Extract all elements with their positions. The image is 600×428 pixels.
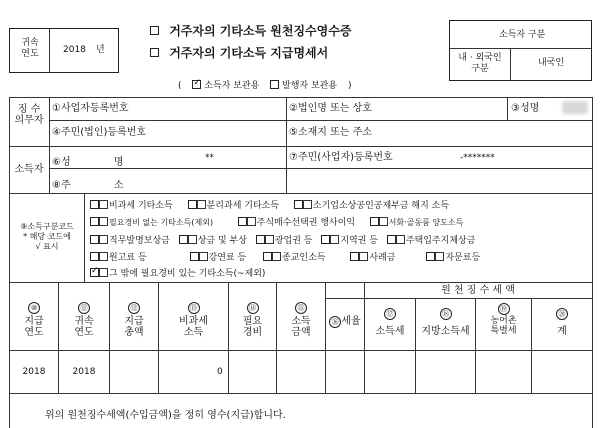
col-number-icon: ⑰ — [384, 308, 396, 320]
receipt-statement: 위의 원천징수세액(수입금액)을 정히 영수(지급)합니다. — [45, 410, 286, 421]
earner-address-num: ⑧주 — [52, 180, 71, 191]
title-payment-checkbox[interactable] — [150, 48, 159, 57]
divider — [9, 97, 10, 428]
divider — [9, 282, 592, 283]
code-box-icon — [197, 200, 206, 209]
code-box-icon — [265, 235, 274, 244]
no-expense-label: 필요경비 없는 기타소득(제외) — [109, 218, 214, 227]
col-income-tax-label: 소득세 — [375, 326, 405, 337]
earner-copy-checkbox[interactable] — [192, 80, 201, 89]
code-box-icon — [99, 217, 108, 226]
earner-address-char: 소 — [113, 180, 124, 191]
title-payment-text: 거주자의 기타소득 지급명세서 — [169, 46, 329, 60]
advisory-fee-checkbox[interactable] — [426, 252, 435, 261]
col-rural-tax-label: 농어촌 특별세 — [490, 316, 517, 336]
manuscript-fee-checkbox[interactable] — [90, 252, 99, 261]
col-income-tax-header — [365, 308, 415, 337]
income-row-2 — [90, 215, 463, 228]
code-box-icon — [99, 268, 108, 277]
col-nontax-header — [159, 302, 228, 338]
divider — [286, 97, 287, 193]
col-number-icon: ⑱ — [440, 308, 452, 320]
separate-tax-checkbox[interactable] — [188, 200, 197, 209]
col-attr-year-label: 귀속 연도 — [74, 316, 94, 338]
attribution-year-suffix: 년 — [96, 45, 105, 55]
divider — [449, 48, 592, 49]
divider — [49, 28, 50, 73]
earner-type-heading: 소득자 구분 — [499, 30, 546, 40]
title-withholding-receipt — [150, 22, 351, 39]
income-row-1 — [90, 198, 449, 211]
residency-value: 내국인 — [537, 58, 565, 68]
earner-address-label — [52, 176, 123, 191]
income-row-3 — [90, 233, 475, 246]
code-box-icon — [396, 235, 405, 244]
code-box-icon — [359, 252, 368, 261]
col-number-icon: ⑲ — [498, 303, 510, 315]
code-box-icon — [330, 235, 339, 244]
col-rural-tax-header — [476, 303, 531, 336]
code-box-icon — [272, 252, 281, 261]
divider — [9, 350, 592, 351]
copy-open-paren: ( — [178, 81, 182, 91]
corp-name-label: ②법인명 또는 상호 — [289, 103, 372, 114]
easement-label: 지역권 등 — [340, 236, 378, 246]
code-box-icon — [99, 200, 108, 209]
code-box-icon — [303, 200, 312, 209]
col-income-amount-header — [277, 302, 325, 338]
row-attr-year: 2018 — [72, 367, 96, 377]
invention-reward-label: 직무발명보상금 — [109, 236, 170, 246]
earner-name-char: 명 — [113, 157, 124, 168]
small-business-checkbox[interactable] — [294, 200, 303, 209]
title-withholding-checkbox[interactable] — [150, 26, 159, 35]
col-expense-header — [229, 302, 276, 338]
other-expense-label: 그 밖에 필요경비 있는 기타소득(~제외) — [109, 269, 266, 279]
divider — [49, 120, 592, 121]
col-number-icon: ⑯ — [329, 316, 341, 328]
no-expense-checkbox[interactable] — [90, 217, 99, 226]
address-label: ⑤소재지 또는 주소 — [289, 127, 372, 138]
prize-label: 상금 및 부상 — [197, 236, 247, 246]
resident-number-value: -******* — [460, 153, 495, 163]
income-row-5 — [90, 266, 265, 279]
income-code-side-label: ⑨소득구분코드 * 해당 코드에 √ 표시 — [20, 222, 74, 251]
divider — [592, 97, 593, 428]
payer-side-label: 징 수 의무자 — [14, 104, 44, 126]
artwork-transfer-label: 서화·골동품 양도소득 — [388, 218, 464, 227]
issuer-copy-label: 발행자 보관용 — [282, 81, 338, 91]
corp-registration-label: ④주민(법인)등록번호 — [52, 127, 147, 138]
small-business-label: 소기업소상공인공제부금 해지 소득 — [312, 201, 450, 211]
earner-name-value: ** — [205, 153, 214, 163]
title-payment-statement — [150, 44, 328, 61]
divider — [9, 393, 592, 394]
artwork-transfer-checkbox[interactable] — [370, 217, 379, 226]
code-box-icon — [188, 235, 197, 244]
copy-type-selector — [178, 78, 351, 91]
col-number-icon: ⑩ — [28, 302, 40, 314]
col-pay-year-label: 지급 연도 — [24, 316, 44, 338]
earner-name-num: ⑥성 — [52, 157, 71, 168]
code-box-icon — [99, 252, 108, 261]
col-number-icon: ⑭ — [247, 302, 259, 314]
row-pay-year: 2018 — [22, 367, 46, 377]
row-nontax: 0 — [217, 367, 223, 377]
religious-income-checkbox[interactable] — [263, 252, 272, 261]
earner-copy-label: 소득자 보관용 — [204, 81, 260, 91]
divider — [49, 97, 50, 193]
invention-reward-checkbox[interactable] — [90, 235, 99, 244]
col-total-label: 계 — [557, 326, 567, 337]
divider — [325, 298, 592, 299]
nontaxable-checkbox[interactable] — [90, 200, 99, 209]
business-number-label: ①사업자등록번호 — [52, 103, 129, 114]
code-box-icon — [247, 217, 256, 226]
redacted-payer-name — [562, 101, 588, 114]
title-withholding-text: 거주자의 기타소득 원천징수영수증 — [169, 24, 352, 38]
easement-checkbox[interactable] — [321, 235, 330, 244]
col-number-icon: ⑳ — [556, 308, 568, 320]
code-box-icon — [199, 252, 208, 261]
issuer-copy-checkbox[interactable] — [270, 80, 279, 89]
resident-number-label: ⑦주민(사업자)등록번호 — [289, 152, 393, 163]
lecture-fee-label: 강연료 등 — [208, 253, 247, 263]
col-total-pay-label: 지급 총액 — [124, 316, 144, 338]
code-box-icon — [99, 235, 108, 244]
col-total-header — [532, 308, 592, 337]
col-tax-rate-label: 세율 — [341, 316, 361, 327]
honorarium-label: 사례금 — [369, 253, 396, 263]
col-number-icon: ⑮ — [295, 302, 307, 314]
code-box-icon — [435, 252, 444, 261]
col-attr-year-header — [59, 302, 109, 338]
divider — [49, 168, 592, 169]
lecture-fee-checkbox[interactable] — [190, 252, 199, 261]
col-nontax-label: 비과세 소득 — [179, 316, 208, 338]
divider — [84, 193, 85, 282]
mining-right-checkbox[interactable] — [256, 235, 265, 244]
attribution-year-label: 귀속 연도 — [21, 38, 39, 59]
withholding-heading: 원 천 징 수 세 액 — [441, 285, 515, 296]
mining-right-label: 광업권 등 — [274, 236, 313, 246]
attribution-year-value: 2018 — [63, 45, 86, 55]
separate-tax-label: 분리과세 기타소득 — [206, 201, 280, 211]
earner-side-label: 소득자 — [14, 164, 44, 175]
other-expense-checkbox[interactable] — [90, 268, 99, 277]
divider — [325, 282, 326, 393]
col-local-tax-header — [416, 308, 475, 337]
divider — [510, 48, 511, 81]
move-in-delay-label: 주택입주지체상금 — [405, 236, 476, 246]
manuscript-fee-label: 원고료 등 — [109, 253, 147, 263]
prize-checkbox[interactable] — [179, 235, 188, 244]
honorarium-checkbox[interactable] — [350, 252, 359, 261]
income-row-4 — [90, 250, 480, 263]
divider — [507, 97, 508, 120]
col-number-icon: ⑫ — [128, 302, 140, 314]
col-pay-year-header — [10, 302, 58, 338]
payer-name-label: ③성명 — [511, 103, 540, 114]
divider — [364, 282, 365, 393]
col-total-pay-header — [110, 302, 158, 338]
religious-income-label: 종교인소득 — [282, 253, 326, 263]
col-tax-rate-header — [326, 312, 364, 328]
nontaxable-label: 비과세 기타소득 — [109, 201, 173, 211]
move-in-delay-checkbox[interactable] — [387, 235, 396, 244]
col-number-icon: ⑬ — [188, 302, 200, 314]
copy-close-paren: ) — [347, 81, 352, 91]
residency-label: 내 · 외국인 구분 — [458, 53, 502, 74]
stock-option-label: 주식매수선택권 행사이익 — [256, 218, 356, 228]
col-expense-label: 필요 경비 — [242, 316, 263, 338]
stock-option-checkbox[interactable] — [238, 217, 247, 226]
col-income-amount-label: 소득 금액 — [291, 316, 311, 338]
divider — [9, 193, 592, 194]
divider — [9, 97, 592, 98]
earner-name-label — [52, 153, 123, 168]
advisory-fee-label: 자문료등 — [445, 253, 481, 263]
col-number-icon: ⑪ — [78, 302, 90, 314]
code-box-icon — [379, 217, 388, 226]
divider — [9, 146, 592, 147]
col-local-tax-label: 지방소득세 — [421, 326, 470, 337]
